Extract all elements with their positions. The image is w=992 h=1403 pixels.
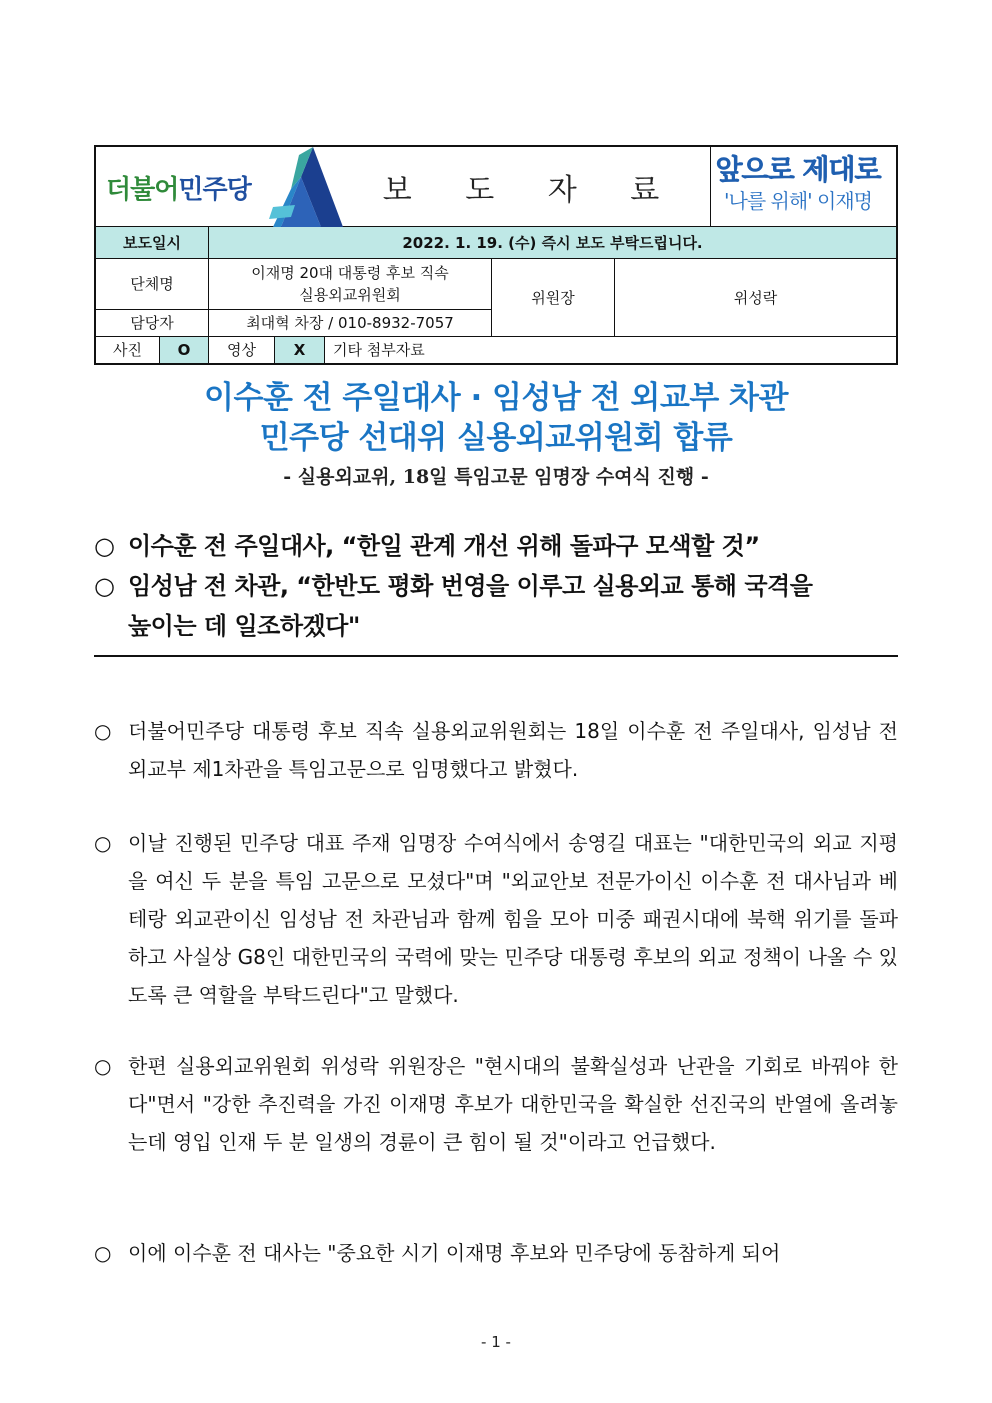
header-title-row — [96, 147, 896, 227]
photo-value: O — [160, 337, 209, 363]
slogan-bottom: '나를 위해' 이재명 — [724, 189, 872, 213]
body-paragraph-2-text: 이날 진행된 민주당 대표 주재 임명장 수여식에서 송영길 대표는 "대한민국의 외교 지평을 여신 두 분을 특임 고문으로 모셨다"며 "외교안보 전문가이신 이수훈 전 대사님과 베테랑 외교관이신 임성남 전 차관님과 함께 힘을 모아 미중 패권시대에 북핵 위기를 돌파하고 사실상 G8인 대한민국의 국력에 맞는 민주당 대통령 후보의 외교 정책이 나올 수 있도록 큰 역할을 부탁드린다"고 말했다. — [128, 831, 898, 1007]
summary-item-1-text: 이수훈 전 주일대사, “한일 관계 개선 위해 돌파구 모색할 것” — [128, 532, 760, 560]
body-paragraph-1-text: 더불어민주당 대통령 후보 직속 실용외교위원회는 18일 이수훈 전 주일대사, 임성남 전 외교부 제1차관을 특임고문으로 임명했다고 밝혔다. — [128, 719, 898, 781]
chair-label: 위원장 — [492, 259, 615, 337]
title-divider-right — [710, 147, 711, 226]
summary-divider — [94, 655, 898, 657]
slogan-top: 앞으로 제대로 — [715, 153, 881, 186]
video-label: 영상 — [209, 337, 275, 363]
campaign-slogan — [708, 153, 888, 223]
body-paragraph-3-text: 한편 실용외교위원회 위성락 위원장은 "현시대의 불확실성과 난관을 기회로 바꿔야 한다"면서 "강한 추진력을 가진 이재명 후보가 대한민국을 확실한 선진국의 반열에 올려놓는데 영입 인재 두 분 일생의 경륜이 큰 힘이 될 것"이라고 언급했다. — [128, 1054, 898, 1154]
press-release-title: 보 도 자 료 — [382, 173, 682, 208]
summary-item-1 — [94, 526, 894, 566]
release-date-row — [96, 227, 896, 259]
attachment-label: 기타 첨부자료 — [333, 341, 425, 359]
party-logo — [96, 147, 352, 227]
summary-item-2-line2: 높이는 데 일조하겠다" — [128, 612, 360, 640]
party-name-green: 더불어 — [106, 175, 179, 205]
org-value-line1: 이재명 20대 대통령 후보 직속 — [251, 264, 449, 282]
paragraph-bullet-icon: ○ — [94, 831, 112, 855]
party-emblem-icon — [251, 147, 343, 227]
paragraph-bullet-icon: ○ — [94, 719, 112, 743]
headline-line2: 민주당 선대위 실용외교위원회 합류 — [259, 420, 733, 456]
release-value: 2022. 1. 19. (수) 즉시 보도 부탁드립니다. — [209, 227, 896, 258]
video-value: X — [275, 337, 325, 363]
body-paragraph-3 — [94, 1047, 898, 1161]
subheadline: - 실용외교위, 18일 특임고문 임명장 수여식 진행 - — [283, 466, 709, 488]
contact-value: 최대혁 차장 / 010-8932-7057 — [209, 310, 492, 336]
party-name-blue: 민주당 — [178, 175, 251, 205]
attachment-row — [96, 337, 896, 363]
release-label: 보도일시 — [96, 227, 209, 258]
summary-bullet-icon: ○ — [94, 572, 115, 600]
press-release-header — [94, 145, 898, 365]
party-name — [106, 169, 251, 206]
contact-label: 담당자 — [96, 310, 209, 336]
summary-bullet-icon: ○ — [94, 532, 115, 560]
paragraph-bullet-icon: ○ — [94, 1054, 112, 1078]
summary-item-2-line1: 임성남 전 차관, “한반도 평화 번영을 이루고 실용외교 통해 국격을 — [128, 572, 813, 600]
body-paragraph-1 — [94, 712, 898, 788]
body-paragraph-4-text: 이에 이수훈 전 대사는 "중요한 시기 이재명 후보와 민주당에 동참하게 되어 — [128, 1241, 781, 1265]
photo-label: 사진 — [96, 337, 160, 363]
body-paragraph-2 — [94, 824, 898, 1014]
org-label: 단체명 — [96, 259, 209, 309]
org-value-line2: 실용외교위원회 — [299, 286, 401, 304]
org-value — [209, 259, 492, 309]
summary-item-2 — [94, 566, 894, 646]
paragraph-bullet-icon: ○ — [94, 1241, 112, 1265]
headline-line1: 이수훈 전 주일대사 · 임성남 전 외교부 차관 — [204, 380, 788, 416]
chair-value: 위성락 — [615, 259, 896, 337]
page-number: - 1 - — [481, 1333, 511, 1351]
body-paragraph-4 — [94, 1234, 898, 1272]
